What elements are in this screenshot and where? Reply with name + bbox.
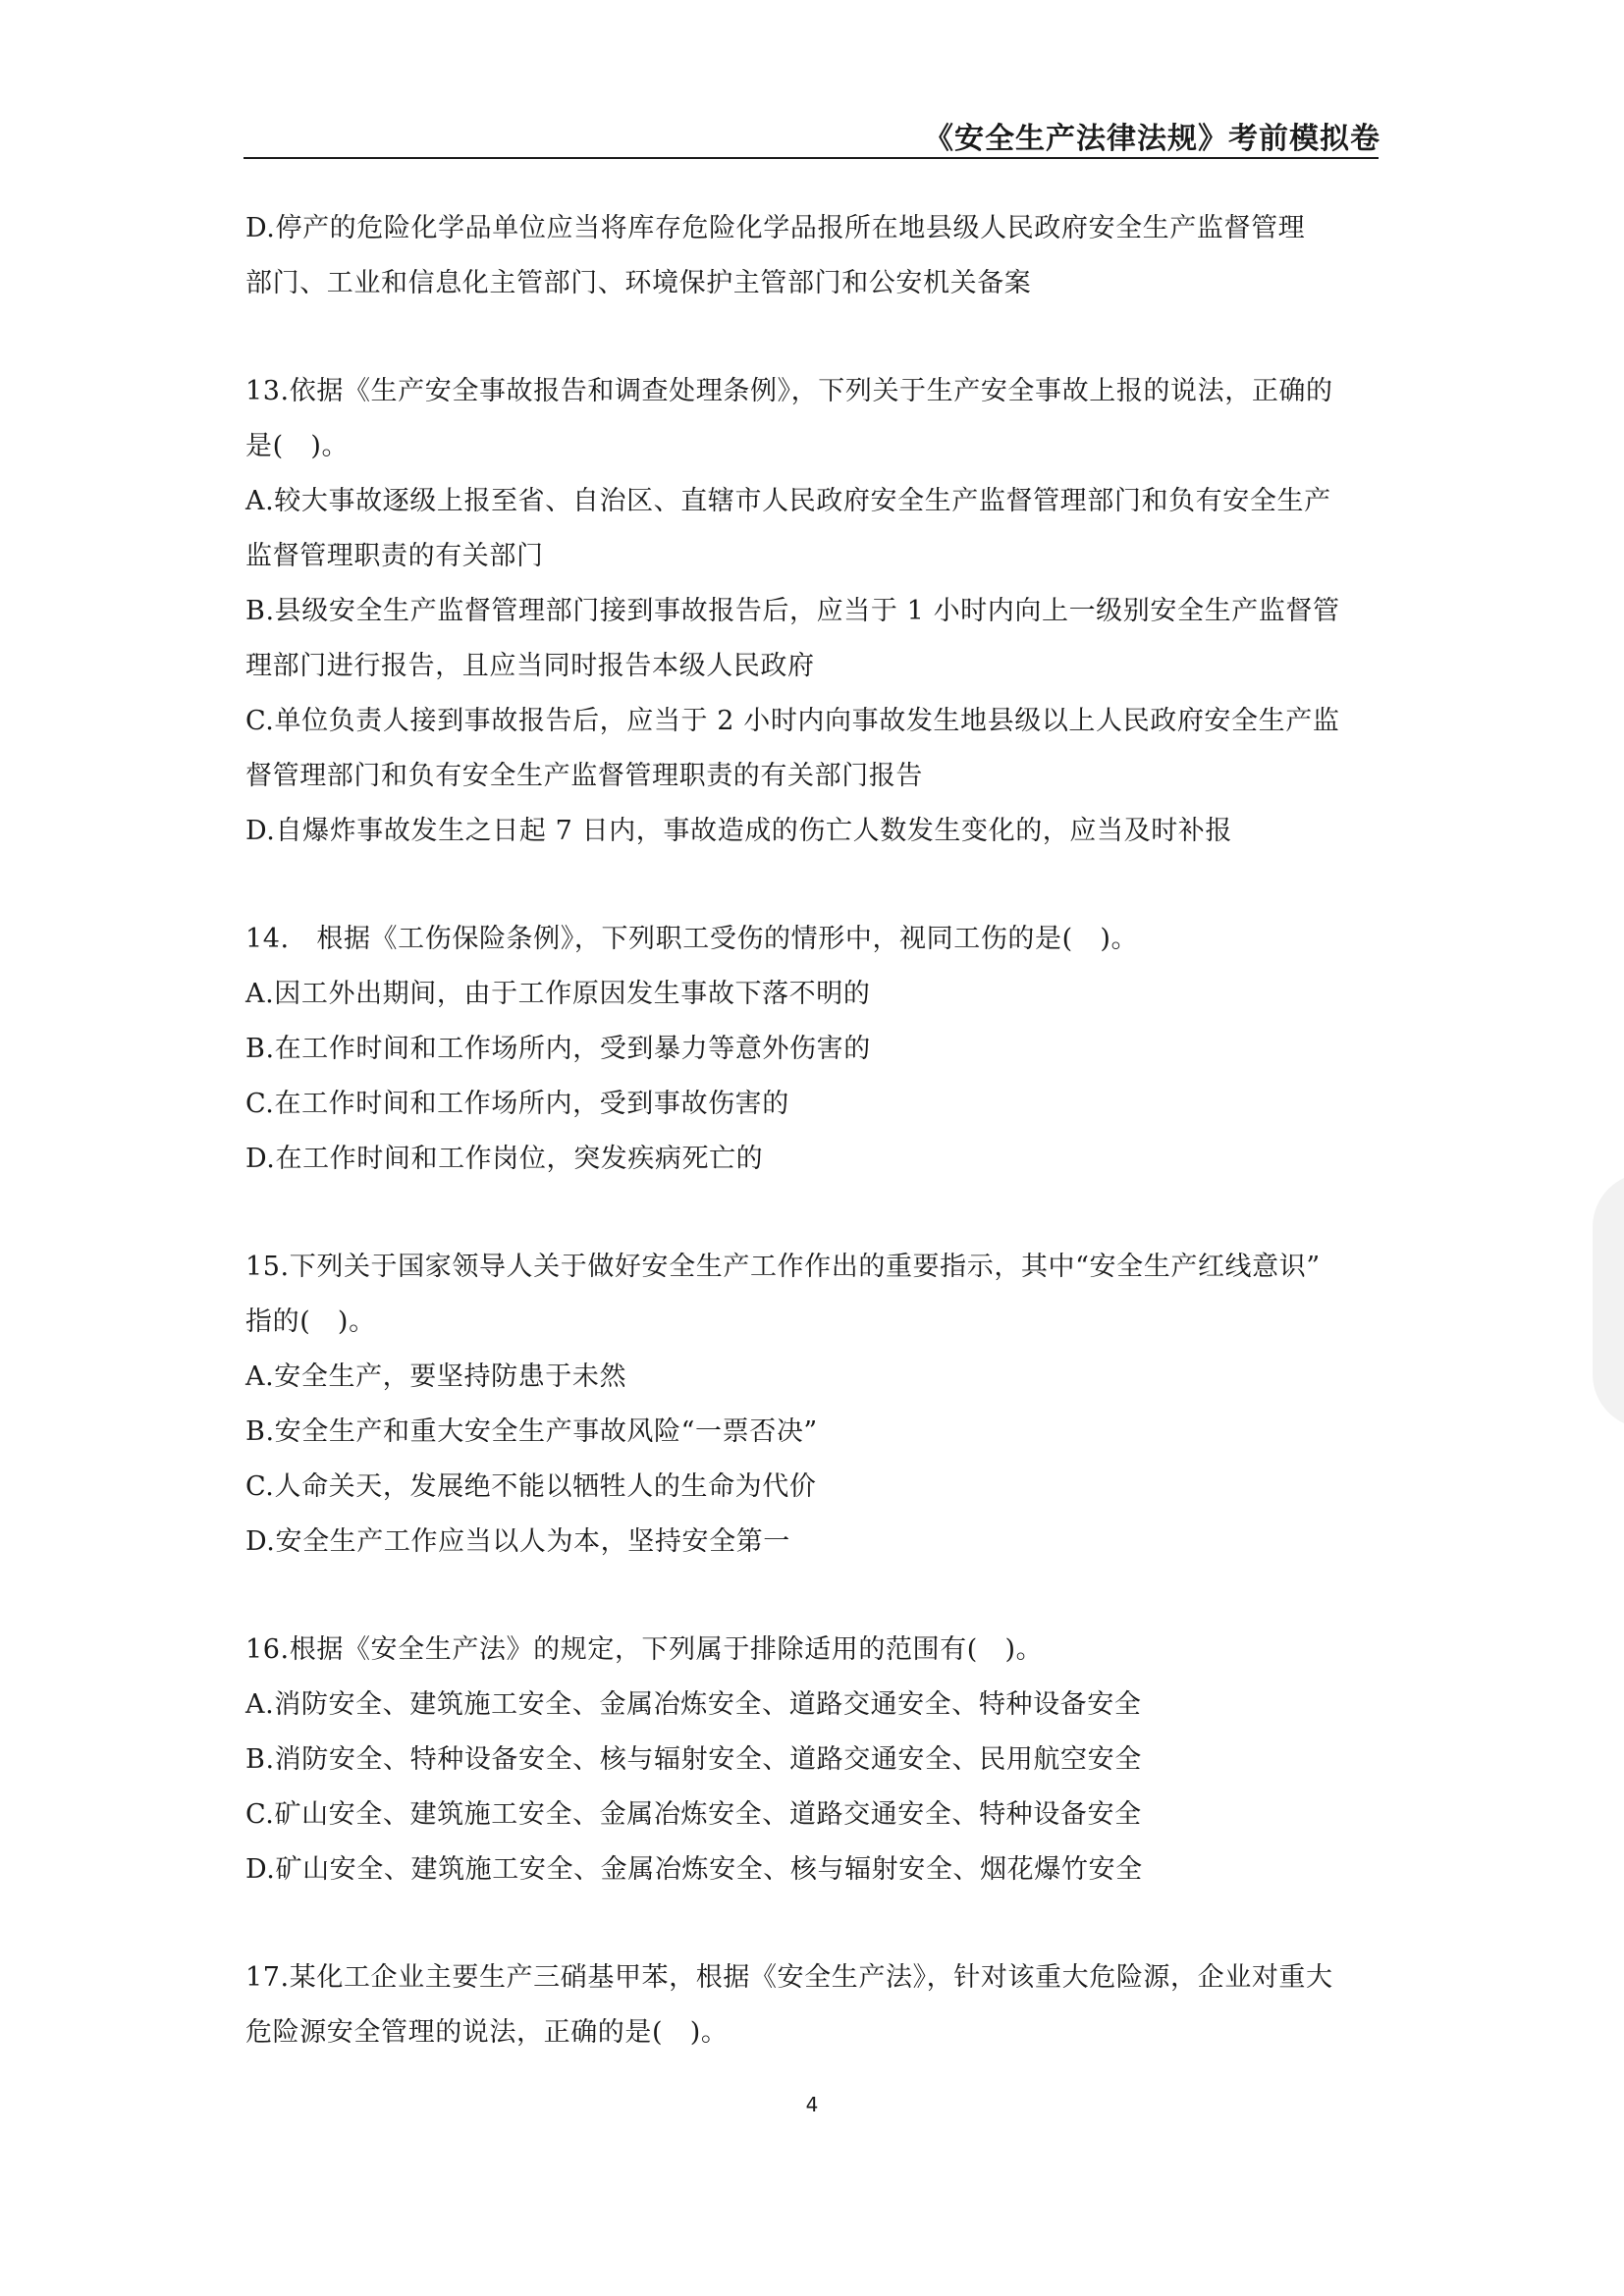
question-stem-line: 13.依据《生产安全事故报告和调查处理条例》，下列关于生产安全事故上报的说法，正确的 [245, 376, 1333, 406]
answer-option-line: 部门、工业和信息化主管部门、环境保护主管部门和公安机关备案 [245, 268, 1032, 298]
question-block [245, 1240, 1384, 1570]
answer-option-line: A.消防安全、建筑施工安全、金属冶炼安全、道路交通安全、特种设备安全 [245, 1689, 1142, 1720]
question-stem-line: 是( )。 [245, 431, 350, 461]
question-block [245, 1623, 1384, 1897]
question-gap [245, 859, 1384, 912]
answer-option-line: C.人命关天，发展绝不能以牺牲人的生命为代价 [245, 1471, 817, 1502]
question-block [245, 912, 1384, 1187]
question-block [245, 364, 1384, 859]
answer-option-line: D.停产的危险化学品单位应当将库存危险化学品报所在地县级人民政府安全生产监督管理 [245, 213, 1306, 243]
question-gap [245, 1187, 1384, 1240]
answer-option-line: B.安全生产和重大安全生产事故风险“一票否决” [245, 1416, 818, 1447]
answer-option-line: D.在工作时间和工作岗位，突发疾病死亡的 [245, 1144, 764, 1174]
answer-option-line: D.安全生产工作应当以人为本，坚持安全第一 [245, 1526, 790, 1557]
answer-option-line: D.矿山安全、建筑施工安全、金属冶炼安全、核与辐射安全、烟花爆竹安全 [245, 1854, 1143, 1885]
question-stem-line: 指的( )。 [245, 1307, 376, 1337]
answer-option-line: B.消防安全、特种设备安全、核与辐射安全、道路交通安全、民用航空安全 [245, 1744, 1142, 1775]
question-content [245, 201, 1384, 2060]
question-stem-line: 14. 根据《工伤保险条例》，下列职工受伤的情形中，视同工伤的是( )。 [245, 924, 1139, 954]
answer-option-line: B.县级安全生产监督管理部门接到事故报告后，应当于 1 小时内向上一级别安全生产监督管 [245, 596, 1340, 626]
answer-option-line: A.安全生产，要坚持防患于未然 [245, 1362, 627, 1392]
question-stem-line: 15.下列关于国家领导人关于做好安全生产工作作出的重要指示，其中“安全生产红线意识” [245, 1252, 1321, 1282]
question-stem-line: 16.根据《安全生产法》的规定，下列属于排除适用的范围有( )。 [245, 1634, 1044, 1665]
answer-option-line: B.在工作时间和工作场所内，受到暴力等意外伤害的 [245, 1034, 871, 1064]
answer-option-line: A.较大事故逐级上报至省、自治区、直辖市人民政府安全生产监督管理部门和负有安全生产 [245, 486, 1331, 516]
answer-option-line: C.单位负责人接到事故报告后，应当于 2 小时内向事故发生地县级以上人民政府安全生产监 [245, 706, 1340, 736]
answer-option-line: 督管理部门和负有安全生产监督管理职责的有关部门报告 [245, 761, 923, 791]
question-gap [245, 311, 1384, 364]
answer-option-line: 监督管理职责的有关部门 [245, 541, 544, 571]
answer-option-line: C.矿山安全、建筑施工安全、金属冶炼安全、道路交通安全、特种设备安全 [245, 1799, 1142, 1830]
header-rule [244, 157, 1379, 159]
header-title: 《安全生产法律法规》考前模拟卷 [924, 122, 1380, 156]
question-stem-line: 危险源安全管理的说法，正确的是( )。 [245, 2017, 729, 2048]
question-gap [245, 1570, 1384, 1623]
answer-option-line: C.在工作时间和工作场所内，受到事故伤害的 [245, 1089, 789, 1119]
answer-option-line: D.自爆炸事故发生之日起 7 日内，事故造成的伤亡人数发生变化的，应当及时补报 [245, 816, 1233, 846]
question-block [245, 201, 1384, 311]
answer-option-line: A.因工外出期间，由于工作原因发生事故下落不明的 [245, 979, 871, 1009]
answer-option-line: 理部门进行报告，且应当同时报告本级人民政府 [245, 651, 815, 681]
question-stem-line: 17.某化工企业主要生产三硝基甲苯，根据《安全生产法》，针对该重大危险源，企业对重大 [245, 1962, 1333, 1993]
page-edge-decoration [1593, 1173, 1624, 1428]
page-number: 4 [805, 2093, 819, 2116]
question-block [245, 1950, 1384, 2060]
question-gap [245, 1897, 1384, 1950]
